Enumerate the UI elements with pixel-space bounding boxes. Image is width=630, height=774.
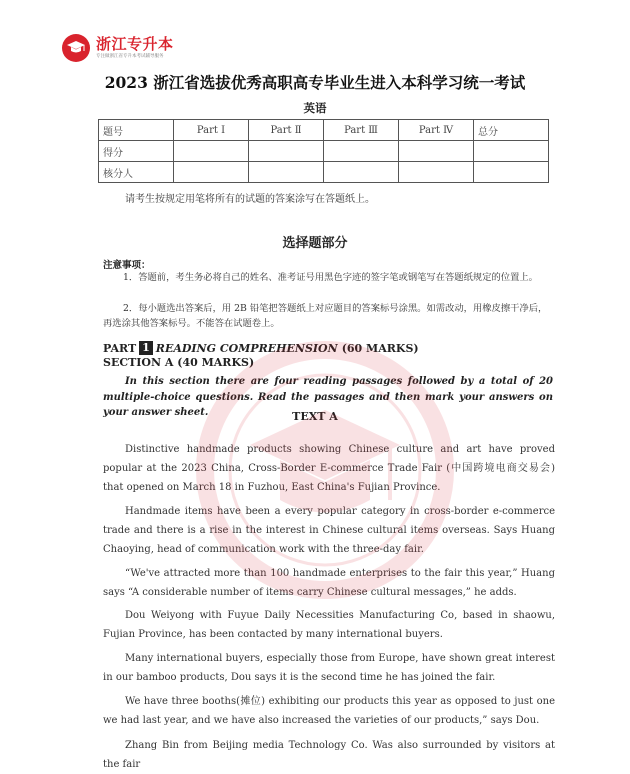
part-prefix: PART xyxy=(103,341,137,355)
exam-title: 2023 浙江省选拔优秀高职高专毕业生进入本科学习统一考试 xyxy=(104,73,526,92)
passage-paragraph: “We've attracted more than 100 handmade enterprises to the fair this year,” Huang says “A considerable number of items carry Chinese cultural messages,” he adds. xyxy=(103,568,555,598)
score-cell xyxy=(324,141,399,162)
logo-title: 浙江专升本 xyxy=(96,35,174,53)
header-cell: 题号 xyxy=(99,120,174,141)
part-heading xyxy=(103,341,419,355)
score-table-header-row xyxy=(99,120,549,141)
score-cell xyxy=(399,141,474,162)
score-cell xyxy=(174,162,249,183)
header-cell: Part Ⅱ xyxy=(249,120,324,141)
score-table xyxy=(98,119,549,183)
passage-paragraph: We have three booths(摊位) exhibiting our products this year as opposed to just one we had last year, and we have also increased the varieties of our products,” says Dou. xyxy=(103,696,555,726)
header-cell: Part Ⅰ xyxy=(174,120,249,141)
score-cell xyxy=(474,162,549,183)
section-heading: 选择题部分 xyxy=(282,236,348,251)
answer-sheet-note: 请考生按规定用笔将所有的试题的答案涂写在答题纸上。 xyxy=(125,194,375,205)
passage-paragraph: Dou Weiyong with Fuyue Daily Necessities Manufacturing Co, based in shaowu, Fujian Province, has been contacted by many international buyers. xyxy=(103,610,555,640)
row-label: 核分人 xyxy=(99,162,174,183)
section-a-heading: SECTION A (40 MARKS) xyxy=(103,356,255,369)
score-cell xyxy=(324,162,399,183)
attention-item: 2．每小题选出答案后，用 2B 铅笔把答题纸上对应题目的答案标号涂黑。如需改动，用橡皮擦干净后，再选涂其他答案标号。不能答在试题卷上。 xyxy=(103,303,548,329)
score-cell xyxy=(174,141,249,162)
subject-title: 英语 xyxy=(303,101,327,115)
attention-item: 1．答题前，考生务必将自己的姓名、准考证号用黑色字迹的签字笔或钢笔写在答题纸规定的位置上。 xyxy=(123,272,538,283)
score-cell xyxy=(249,141,324,162)
part-number: 1 xyxy=(139,341,153,355)
passage-paragraph: Many international buyers, especially those from Europe, have shown great interest in our bamboo products, Dou says it is the second time he has joined the fair. xyxy=(103,653,555,683)
score-cell xyxy=(399,162,474,183)
score-cell xyxy=(249,162,324,183)
header-cell: 总分 xyxy=(474,120,549,141)
text-a-title: TEXT A xyxy=(292,410,338,423)
part-marks: (60 MARKS) xyxy=(341,341,419,355)
mortarboard-logo-icon xyxy=(62,34,90,62)
passage-paragraph: Distinctive handmade products showing Chinese culture and art have proved popular at the 2023 China, Cross-Border E-commerce Trade Fair (中国跨境电商交易会) that opened on March 18 in Fuzhou, East China's Fujian Province. xyxy=(103,444,555,493)
passage-paragraph: Zhang Bin from Beijing media Technology Co. Was also surrounded by visitors at the fair xyxy=(103,740,555,770)
part-title: READING COMPREHENSION xyxy=(155,341,338,355)
section-instructions: In this section there are four reading passages followed by a total of 20 multiple-choice questions. Read the passages and then mark your answers on your answer sheet. xyxy=(103,376,553,418)
header-cell: Part Ⅳ xyxy=(399,120,474,141)
checker-row xyxy=(99,162,549,183)
attention-title: 注意事项： xyxy=(103,260,151,271)
score-row xyxy=(99,141,549,162)
row-label: 得分 xyxy=(99,141,174,162)
header-cell: Part Ⅲ xyxy=(324,120,399,141)
passage-paragraph: Handmade items have been a every popular category in cross-border e-commerce trade and there is a rise in the interest in Chinese cultural items overseas. Says Huang Chaoying, head of communication work with the three-day fair. xyxy=(103,506,555,555)
brand-logo xyxy=(62,34,174,62)
score-cell xyxy=(474,141,549,162)
logo-subtitle: 专注做浙江省专升本考试辅导服务 xyxy=(96,54,164,59)
